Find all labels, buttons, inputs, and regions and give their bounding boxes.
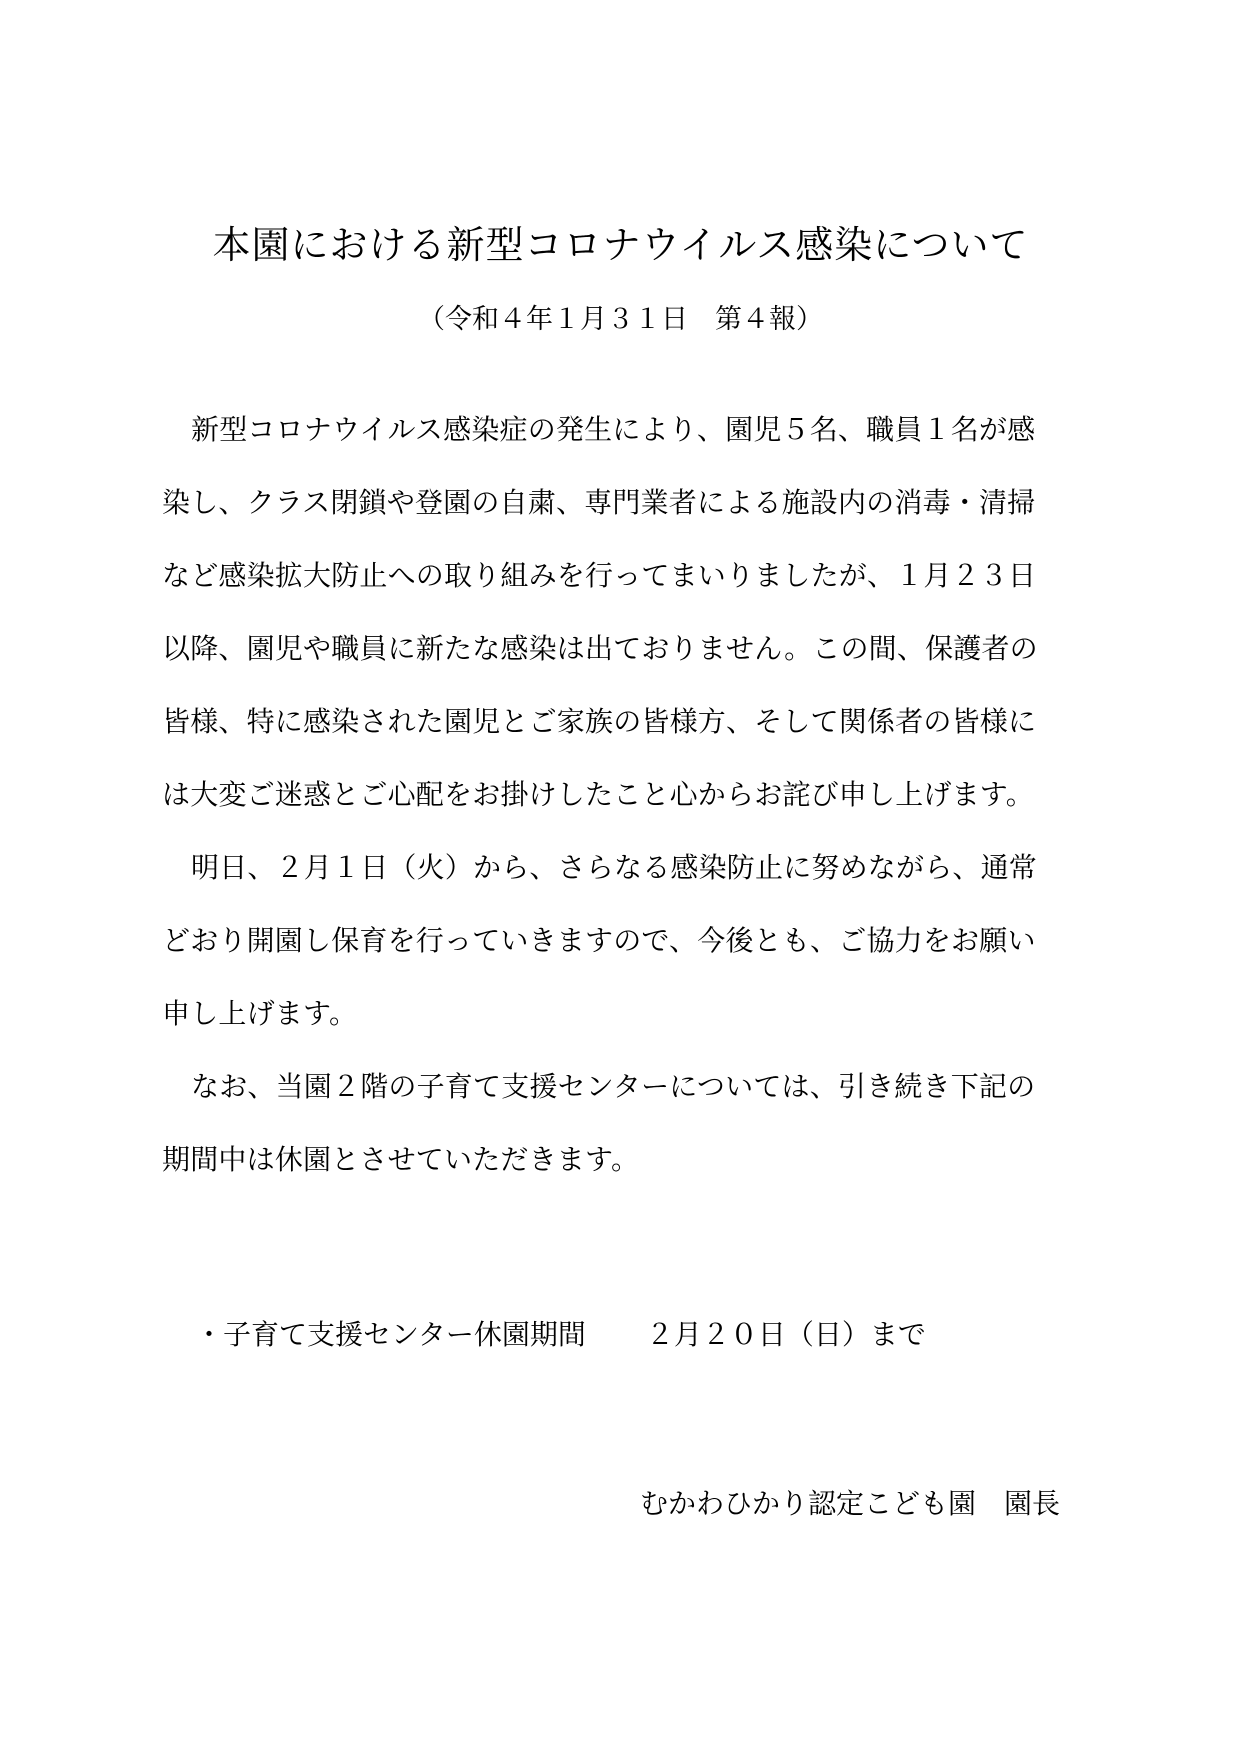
signature: むかわひかり認定こども園 園長 (640, 1487, 1061, 1520)
body-line: 染し、クラス閉鎖や登園の自粛、専門業者による施設内の消毒・清掃 (162, 486, 1036, 519)
document-subtitle: （令和４年１月３１日 第４報） (418, 304, 823, 335)
closure-period-label: ・子育て支援センター休園期間 (195, 1318, 586, 1351)
body-line: 以降、園児や職員に新たな感染は出ておりません。この間、保護者の (162, 632, 1038, 665)
body-line: なお、当園２階の子育て支援センターについては、引き続き下記の (191, 1070, 1036, 1103)
body-line: など感染拡大防止への取り組みを行ってまいりましたが、１月２３日 (162, 559, 1037, 592)
body-line: は大変ご迷惑とご心配をお掛けしたこと心からお詫び申し上げます。 (162, 778, 1034, 811)
document-title: 本園における新型コロナウイルス感染について (212, 223, 1029, 267)
body-line: 皆様、特に感染された園児とご家族の皆様方、そして関係者の皆様に (162, 705, 1037, 738)
body-line: 明日、２月１日（火）から、さらなる感染防止に努めながら、通常 (191, 851, 1038, 884)
body-line: どおり開園し保育を行っていきますので、今後とも、ご協力をお願い (162, 924, 1036, 957)
body-line: 新型コロナウイルス感染症の発生により、園児５名、職員１名が感 (191, 413, 1036, 446)
body-line: 期間中は休園とさせていただきます。 (162, 1143, 640, 1176)
closure-period-value: ２月２０日（日）まで (645, 1318, 926, 1351)
body-line: 申し上げます。 (162, 997, 358, 1030)
closure-period (195, 1315, 926, 1355)
